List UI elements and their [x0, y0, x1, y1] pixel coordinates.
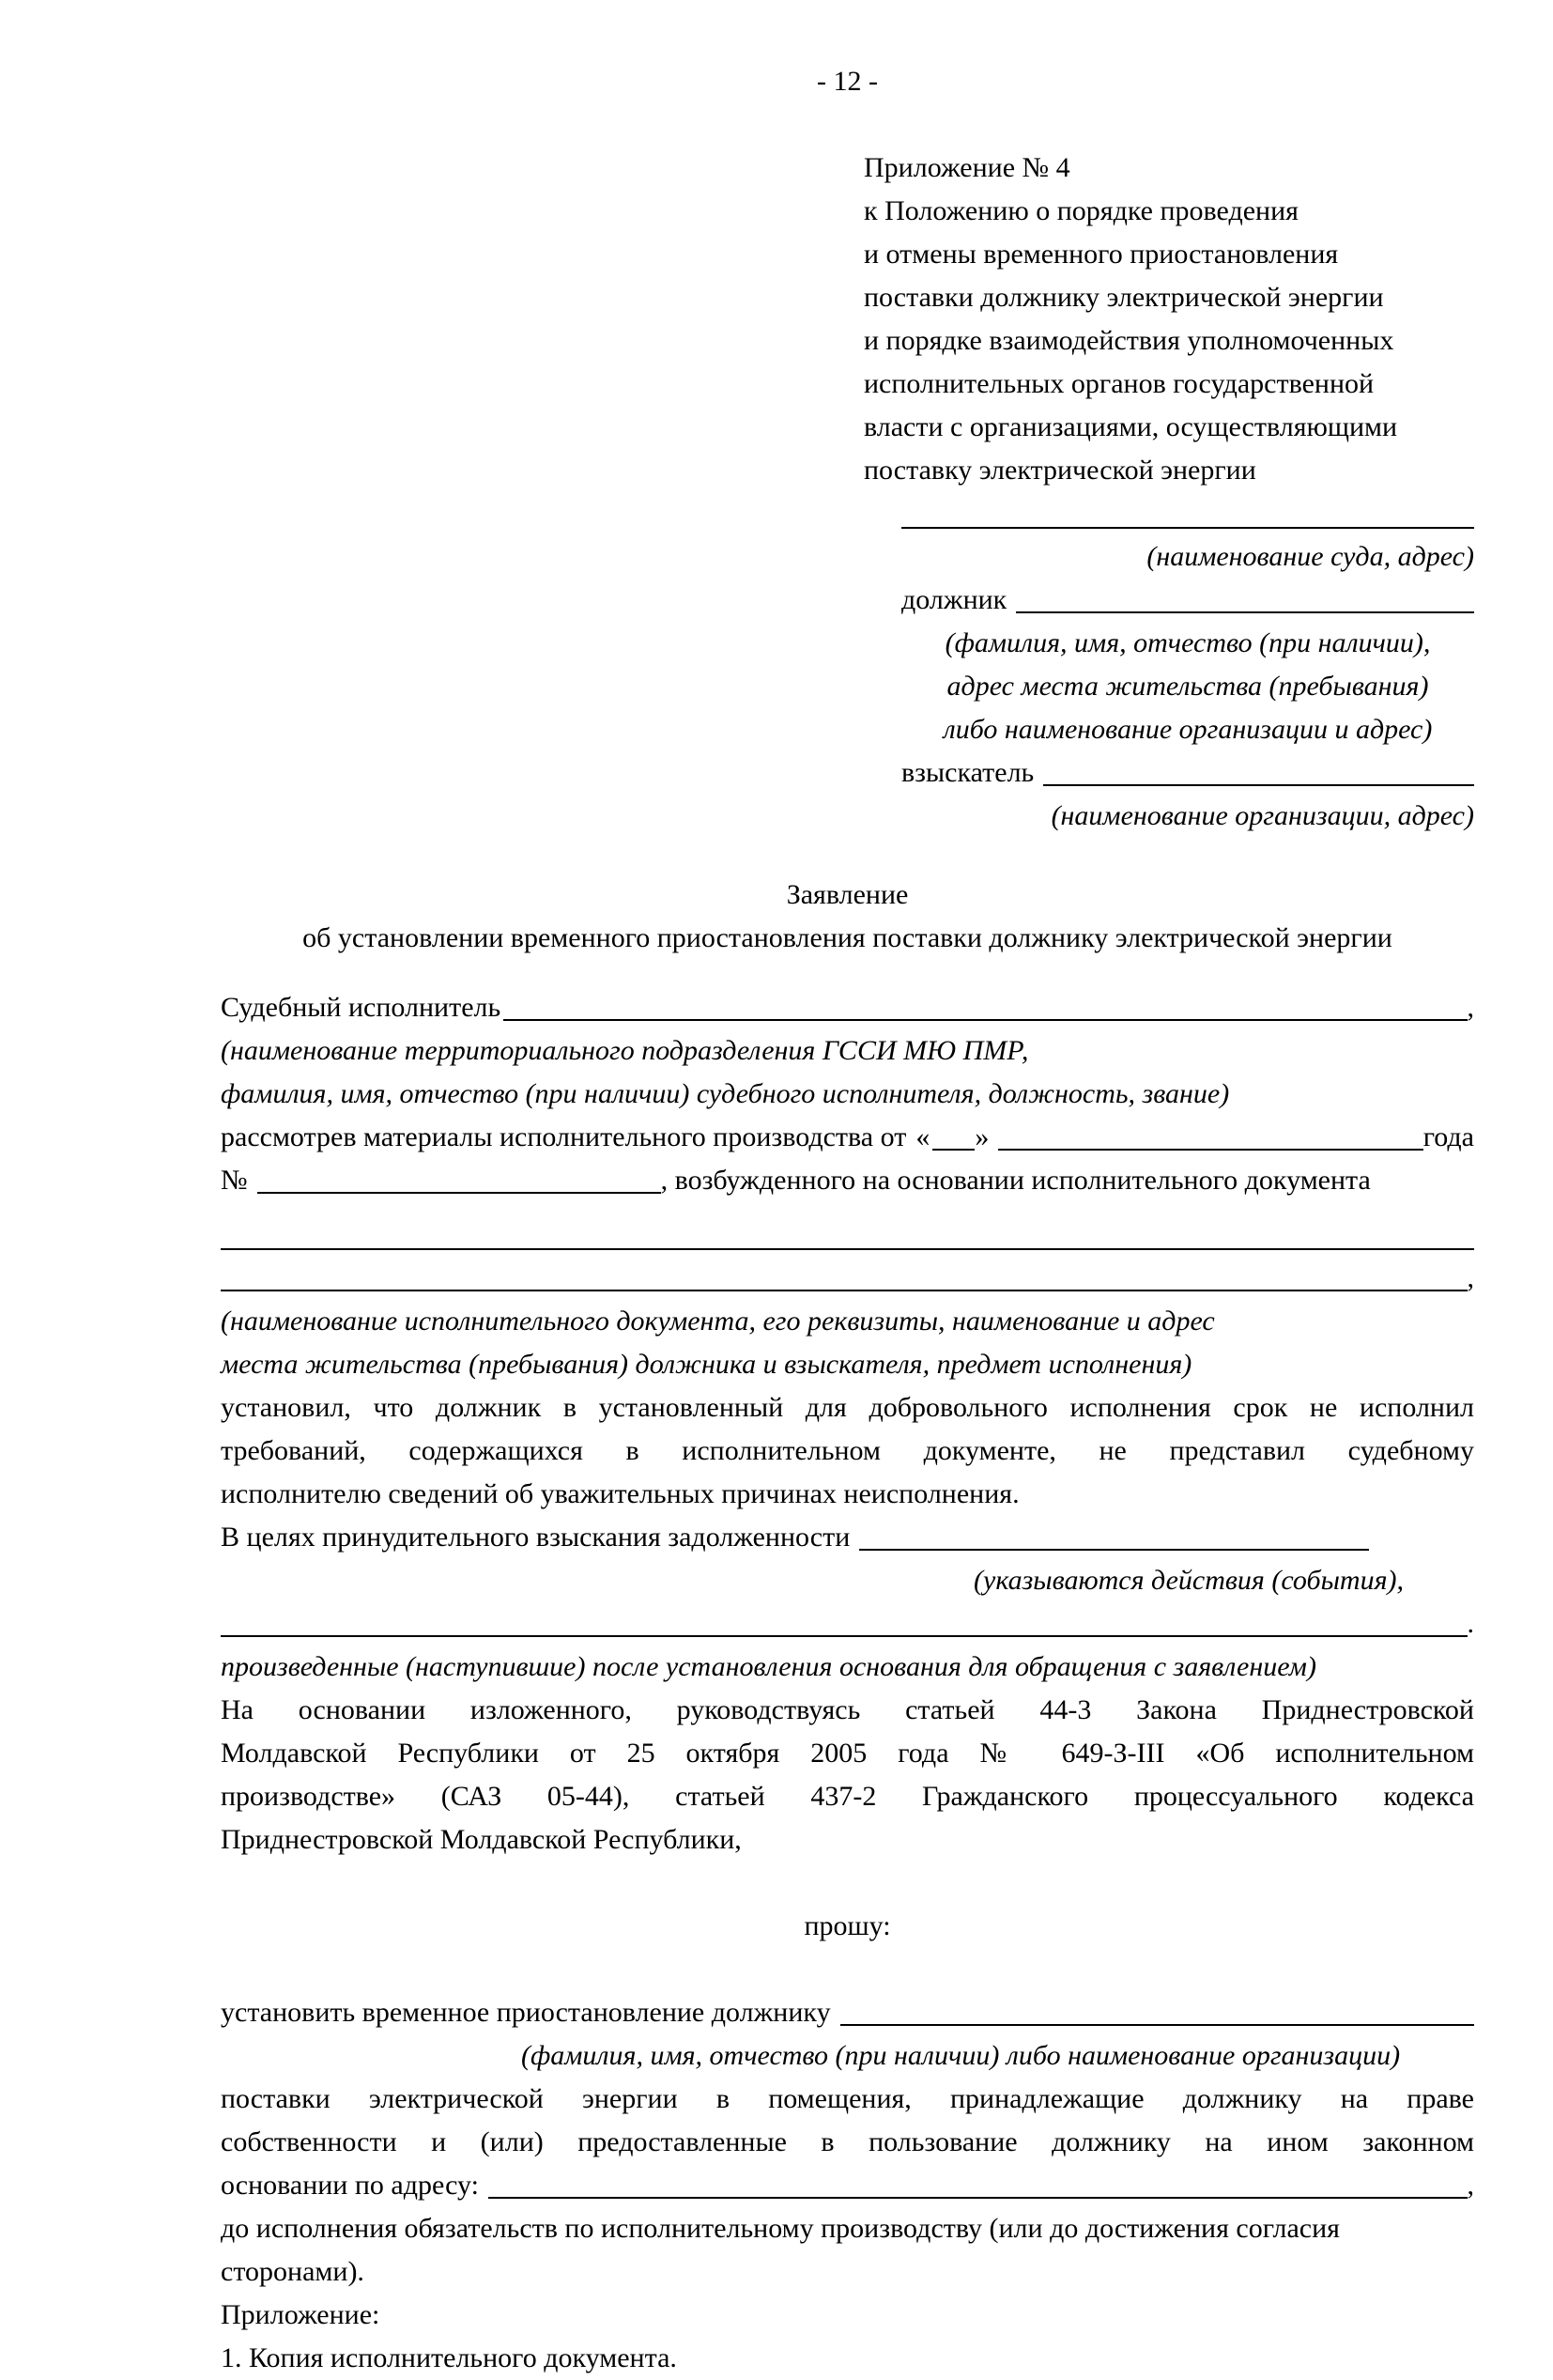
- address-blank: [488, 2197, 1468, 2199]
- actions-caption: (указываются действия (события),: [974, 1565, 1404, 1596]
- debtor-name-blank: [1016, 611, 1474, 613]
- reviewed-label: рассмотрев материалы исполнительного производства от: [221, 1121, 907, 1152]
- executor-caption: фамилия, имя, отчество (при наличии) судебного исполнителя, должность, звание): [221, 1078, 1230, 1109]
- found-paragraph-line: исполнителю сведений об уважительных причинах неисполнения.: [221, 1478, 1020, 1509]
- basis-paragraph-line: Молдавской Республики от 25 октября 2005 года № 649-З-III «Об исполнительном: [221, 1738, 1474, 1769]
- case-number-suffix: , возбужденного на основании исполнительного документа: [660, 1165, 1371, 1196]
- actions-row: [221, 1602, 1474, 1646]
- request-heading: прошу:: [804, 1910, 891, 1941]
- address-label: основании по адресу:: [221, 2170, 479, 2201]
- executor-label: Судебный исполнитель: [221, 992, 501, 1023]
- case-number-blank: [257, 1192, 661, 1194]
- court-caption: (наименование суда, адрес): [1146, 541, 1474, 572]
- supply-paragraph-line: поставки электрической энергии в помещения, принадлежащие должнику на праве: [221, 2083, 1474, 2114]
- attachment-item: 1. Копия исполнительного документа.: [221, 2342, 677, 2373]
- request-label: установить временное приостановление должнику: [221, 1997, 831, 2028]
- quote-close: »: [975, 1121, 990, 1152]
- found-paragraph-line: установил, что должник в установленный для добровольного исполнения срок не исполнил: [221, 1392, 1474, 1423]
- reviewed-row: [221, 1116, 1474, 1159]
- document-caption: места жительства (пребывания) должника и взыскателя, предмет исполнения): [221, 1349, 1192, 1380]
- basis-paragraph-line: Приднестровской Молдавской Республики,: [221, 1824, 742, 1855]
- debtor-caption-line: (фамилия, имя, отчество (при наличии),: [945, 627, 1431, 658]
- address-row: [221, 2164, 1474, 2207]
- debtor-request-blank: [840, 2024, 1474, 2026]
- debtor-caption-line: адрес места жительства (пребывания): [946, 671, 1429, 702]
- actions-caption-2: произведенные (наступившие) после установления основания для обращения с заявлением): [221, 1651, 1316, 1682]
- address-comma: ,: [1467, 2170, 1474, 2201]
- appendix-line: и порядке взаимодействия уполномоченных: [864, 325, 1394, 356]
- appendix-line: исполнительных органов государственной: [864, 368, 1375, 399]
- document-caption: (наименование исполнительного документа, его реквизиты, наименование и адрес: [221, 1306, 1215, 1337]
- supply-paragraph-line: собственности и (или) предоставленные в пользование должнику на ином законном: [221, 2126, 1474, 2157]
- document-details-row: [221, 1257, 1474, 1300]
- appendix-line: Приложение № 4: [864, 152, 1070, 183]
- addressee-block: [901, 492, 1474, 838]
- basis-paragraph-line: На основании изложенного, руководствуясь статьей 44-3 Закона Приднестровской: [221, 1694, 1474, 1725]
- appendix-heading-block: [864, 147, 1474, 492]
- document-details-blank: [221, 1290, 1468, 1291]
- claimant-name-blank: [1043, 784, 1474, 786]
- quote-open: «: [915, 1121, 930, 1152]
- application-title: Заявление: [786, 879, 909, 910]
- executor-row: [221, 986, 1474, 1029]
- date-blank: [998, 1149, 1422, 1151]
- blank-line-comma: ,: [1467, 1262, 1474, 1293]
- debtor-label: должник: [901, 584, 1007, 615]
- court-name-blank: [901, 492, 1474, 529]
- case-number-row: [221, 1159, 1474, 1202]
- actions-blank: [859, 1549, 1369, 1551]
- number-sign: №: [221, 1165, 248, 1196]
- application-subtitle: об установлении временного приостановления поставки должнику электрической энергии: [302, 922, 1392, 953]
- executor-caption: (наименование территориального подразделения ГССИ МЮ ПМР,: [221, 1035, 1029, 1066]
- attachment-heading: Приложение:: [221, 2299, 380, 2330]
- basis-paragraph-line: производстве» (САЗ 05-44), статьей 437-2 Гражданского процессуального кодекса: [221, 1781, 1474, 1812]
- until-paragraph-line: сторонами).: [221, 2256, 364, 2287]
- year-label: года: [1422, 1121, 1474, 1152]
- appendix-line: к Положению о порядке проведения: [864, 195, 1299, 226]
- application-body: [221, 986, 1474, 2380]
- until-paragraph-line: до исполнения обязательств по исполнительному производству (или до достижения согласия: [221, 2213, 1340, 2244]
- page-number: - 12 -: [817, 66, 878, 97]
- appendix-line: и отмены временного приостановления: [864, 239, 1339, 270]
- executor-comma: ,: [1467, 992, 1474, 1023]
- claimant-label: взыскатель: [901, 757, 1035, 788]
- debtor-row: [901, 579, 1474, 622]
- purpose-row: [221, 1516, 1474, 1559]
- document-details-blank: [221, 1213, 1474, 1250]
- actions-blank-2: [221, 1635, 1468, 1637]
- blank-line-period: .: [1467, 1608, 1474, 1639]
- date-day-blank: [932, 1149, 975, 1151]
- appendix-line: поставку электрической энергии: [864, 455, 1256, 486]
- found-paragraph-line: требований, содержащихся в исполнительном документе, не представил судебному: [221, 1435, 1474, 1466]
- request-row: [221, 1991, 1474, 2034]
- appendix-line: поставки должнику электрической энергии: [864, 282, 1384, 313]
- claimant-row: [901, 751, 1474, 795]
- debtor-caption-line: либо наименование организации и адрес): [943, 714, 1433, 745]
- request-caption: (фамилия, имя, отчество (при наличии) либо наименование организации): [521, 2040, 1401, 2071]
- purpose-label: В целях принудительного взыскания задолженности: [221, 1522, 851, 1553]
- claimant-caption: (наименование организации, адрес): [1051, 800, 1474, 831]
- executor-name-blank: [503, 1019, 1467, 1021]
- appendix-line: власти с организациями, осуществляющими: [864, 411, 1398, 442]
